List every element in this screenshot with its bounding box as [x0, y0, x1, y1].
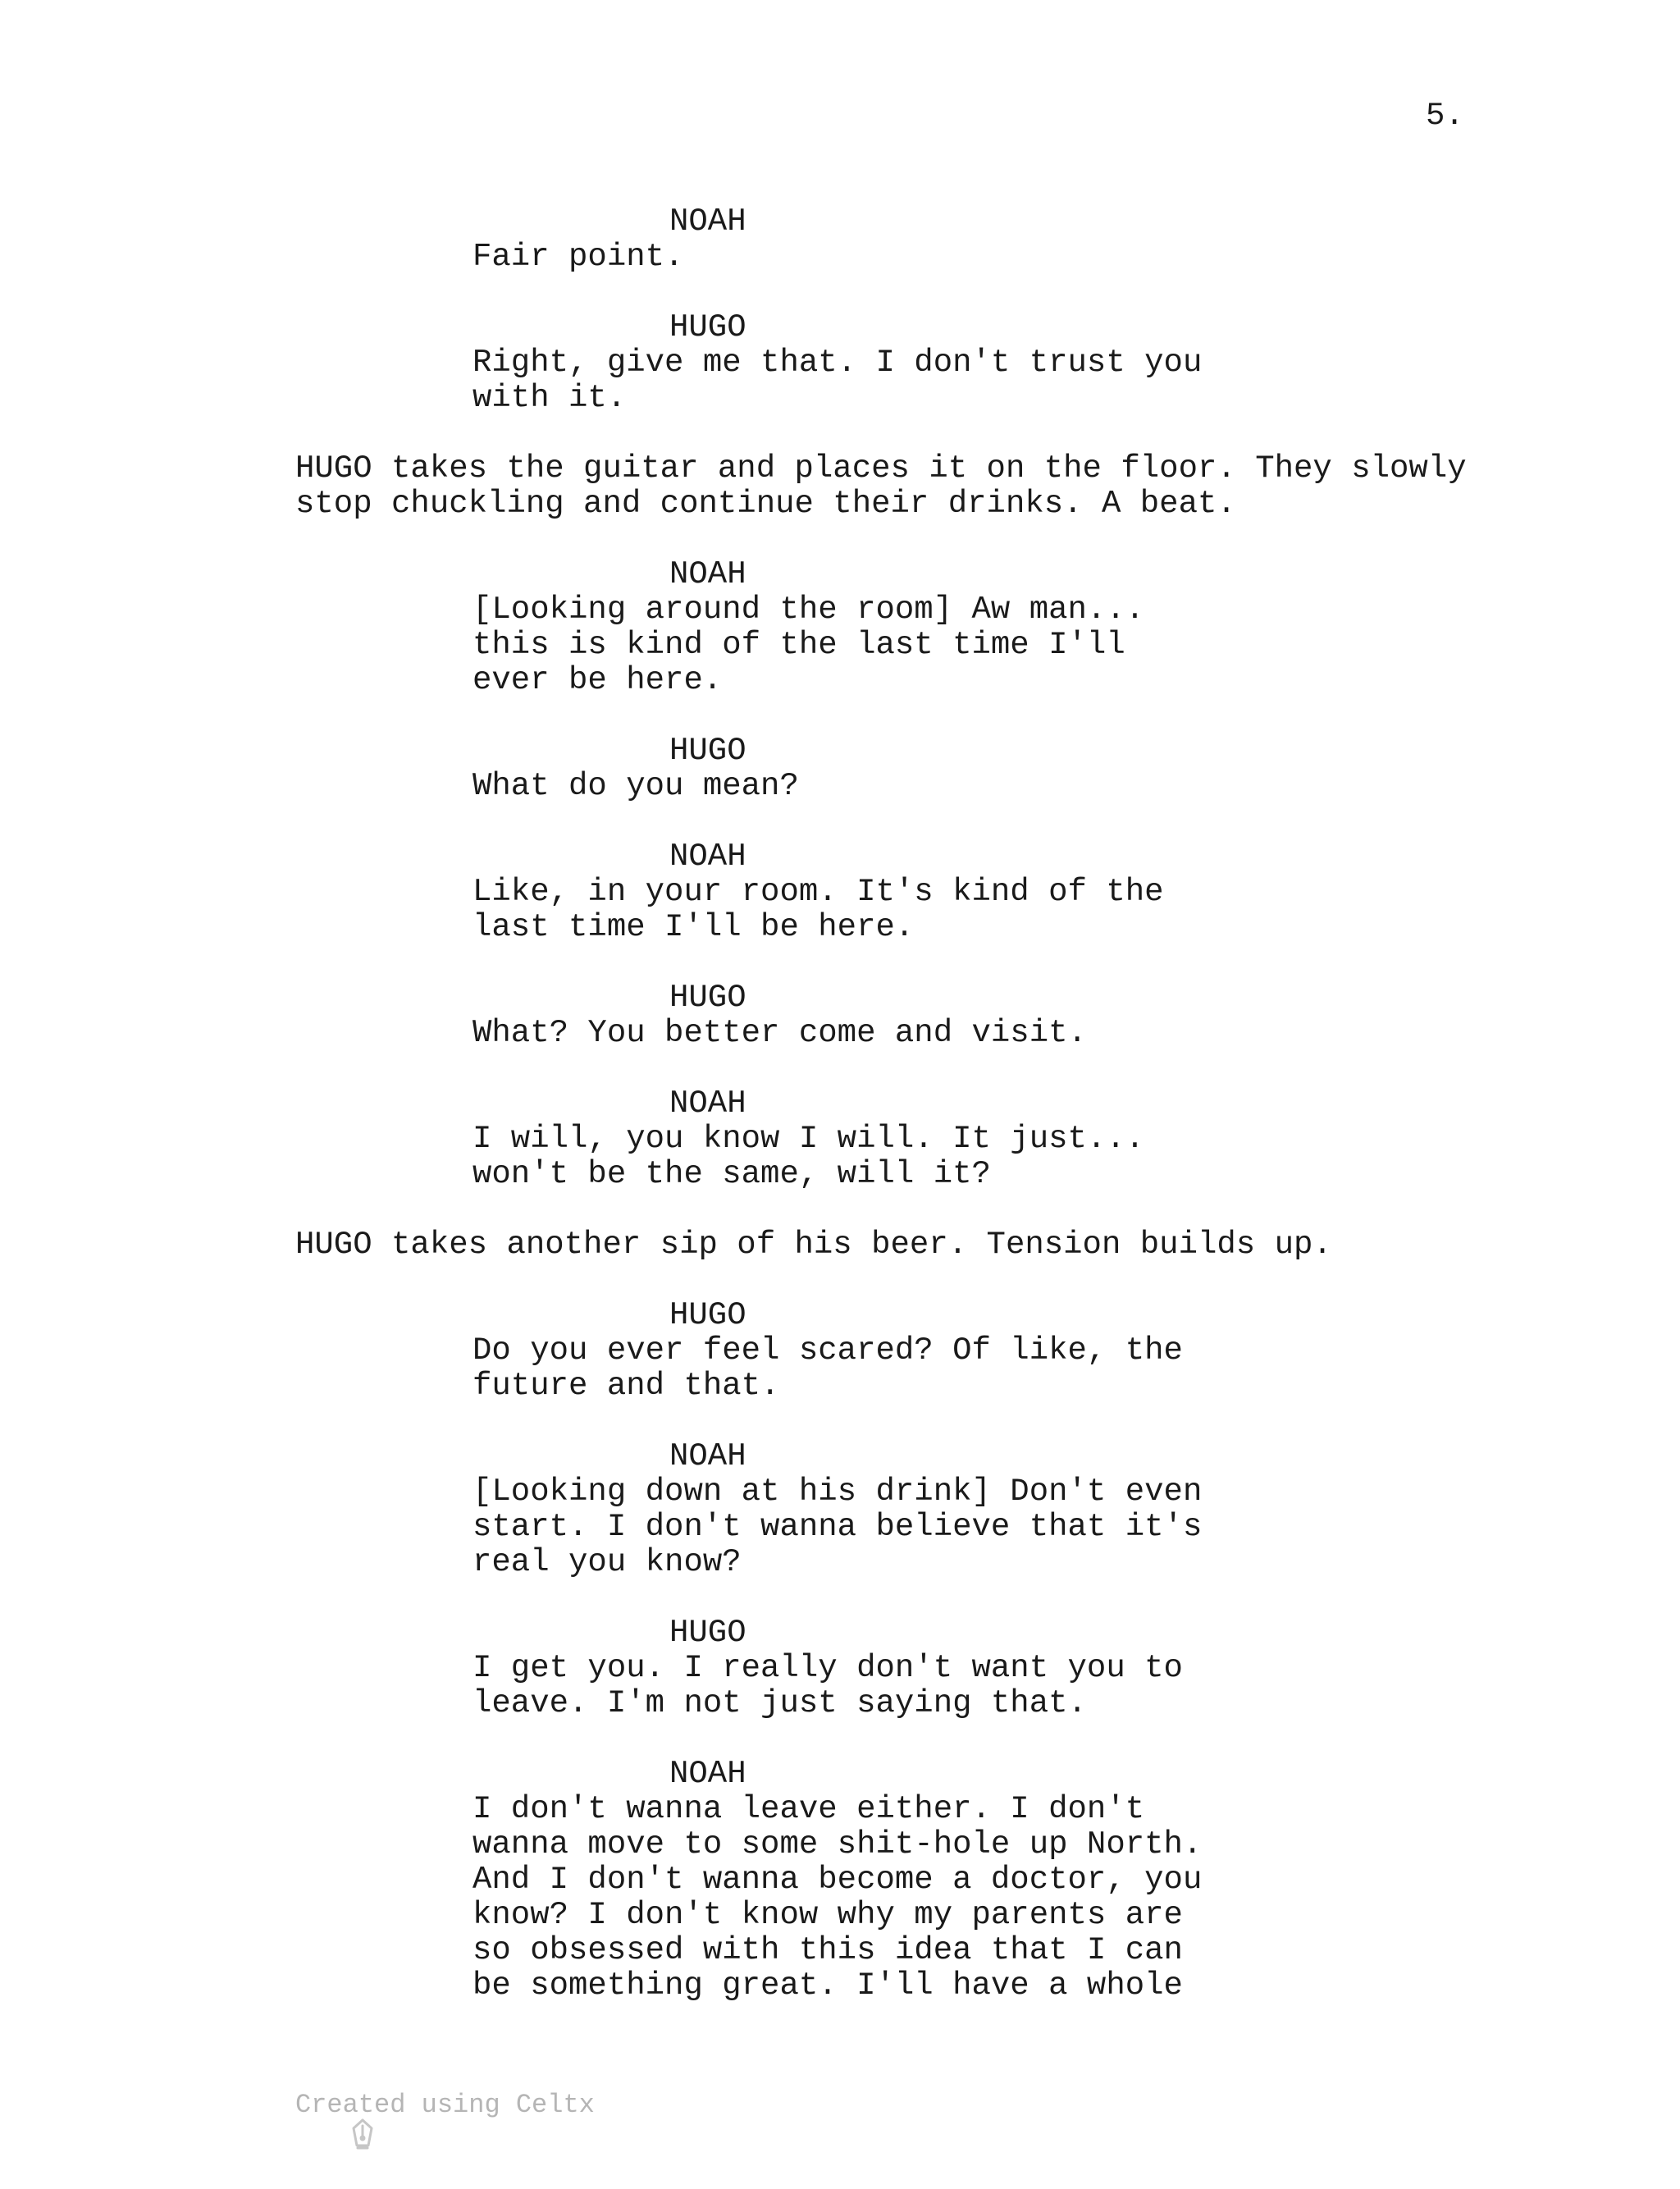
character-name: NOAH — [669, 556, 746, 592]
spacer — [0, 1404, 1680, 1439]
footer-text: Created using Celtx — [295, 2090, 595, 2120]
character-name: HUGO — [669, 1615, 746, 1651]
spacer — [0, 522, 1680, 557]
celtx-watermark — [256, 2089, 595, 2122]
character-name: NOAH — [669, 1756, 746, 1792]
dialogue: Like, in your room. It's kind of the last time I'll be here. — [472, 874, 1164, 945]
spacer — [0, 1263, 1680, 1298]
character-name: NOAH — [669, 1085, 746, 1122]
dialogue: Right, give me that. I don't trust you with it. — [472, 345, 1203, 416]
dialogue: Fair point. — [472, 239, 684, 275]
character-name: HUGO — [669, 733, 746, 769]
spacer — [0, 275, 1680, 310]
spacer — [0, 416, 1680, 451]
character-name: HUGO — [669, 309, 746, 345]
character-name: HUGO — [669, 1297, 746, 1333]
character-name: HUGO — [669, 980, 746, 1016]
spacer — [0, 945, 1680, 980]
spacer — [0, 698, 1680, 733]
character-name: NOAH — [669, 1438, 746, 1474]
spacer — [0, 1051, 1680, 1086]
character-name: NOAH — [669, 839, 746, 875]
dialogue: What? You better come and visit. — [472, 1015, 1087, 1051]
dialogue: I get you. I really don't want you to leave. I'm not just saying that. — [472, 1650, 1183, 1721]
spacer — [0, 1580, 1680, 1615]
spacer — [0, 1721, 1680, 1757]
character-name: NOAH — [669, 203, 746, 240]
spacer — [0, 1192, 1680, 1227]
celtx-logo-icon — [256, 2089, 281, 2122]
dialogue: [Looking down at his drink] Don't even start. I don't wanna believe that it's real you know? — [472, 1474, 1203, 1580]
action-line: HUGO takes another sip of his beer. Tension builds up. — [295, 1227, 1332, 1263]
action-line: HUGO takes the guitar and places it on the floor. They slowly stop chuckling and continue their drinks. A beat. — [295, 450, 1467, 522]
dialogue: I don't wanna leave either. I don't wanna move to some shit-hole up North. And I don't wanna become a doctor, you know? I don't know why my parents are so obsessed with this idea that I can be something great. I'll have a whole — [472, 1791, 1203, 2004]
dialogue: I will, you know I will. It just... won't be the same, will it? — [472, 1121, 1145, 1192]
screenplay-body — [0, 204, 1680, 2004]
spacer — [0, 804, 1680, 839]
dialogue: [Looking around the room] Aw man... this is kind of the last time I'll ever be here. — [472, 592, 1145, 698]
dialogue: What do you mean? — [472, 768, 799, 804]
dialogue: Do you ever feel scared? Of like, the future and that. — [472, 1332, 1183, 1404]
page-number: 5. — [1426, 98, 1464, 134]
